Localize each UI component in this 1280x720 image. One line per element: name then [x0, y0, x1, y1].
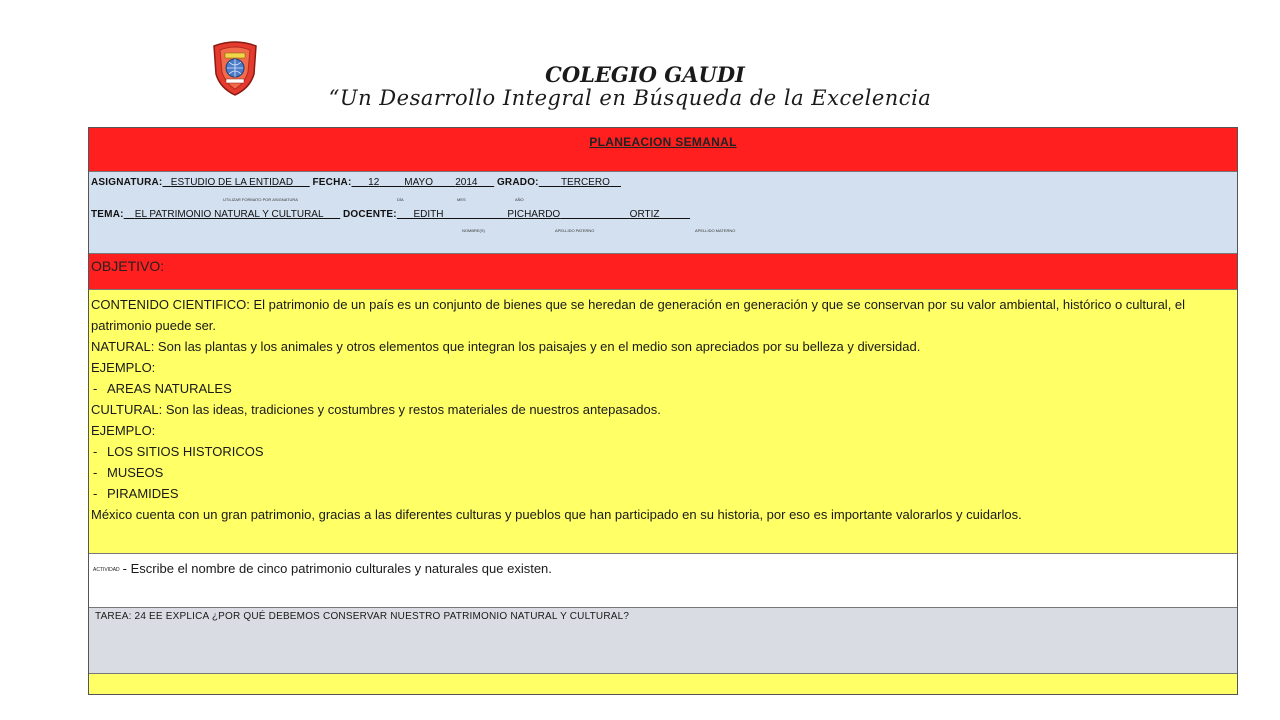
content-paragraph: México cuenta con un gran patrimonio, gracias a las diferentes culturas y pueblos que han participado en su historia, por eso es importante valorarlos y cuidarlos.: [91, 507, 1022, 522]
theme-teacher-line: [91, 209, 690, 220]
actividad-label: ACTIVIDAD: [93, 566, 120, 573]
subject-date-line: [91, 177, 621, 188]
footer-row: [89, 674, 1237, 694]
plan-title-row: [89, 128, 1237, 172]
tema-value: EL PATRIMONIO NATURAL Y CULTURAL: [134, 209, 324, 220]
docente-label: DOCENTE:: [343, 209, 397, 220]
hint-dia: DÍA: [397, 197, 404, 202]
hint-ano: AÑO: [515, 197, 524, 202]
list-item: - MUSEOS: [93, 465, 164, 480]
plan-title: PLANEACION SEMANAL: [589, 135, 737, 149]
list-item: - LOS SITIOS HISTORICOS: [93, 444, 264, 459]
content-paragraph: CULTURAL: Son las ideas, tradiciones y costumbres y restos materiales de nuestros antepasados.: [91, 402, 661, 417]
tema-label: TEMA:: [91, 209, 124, 220]
school-name: COLEGIO GAUDI: [545, 62, 745, 87]
content-paragraph: EJEMPLO:: [91, 360, 156, 375]
objetivo-label: OBJETIVO:: [91, 258, 165, 274]
asignatura-value: ESTUDIO DE LA ENTIDAD: [170, 177, 294, 188]
objective-row: [89, 254, 1237, 290]
asignatura-label: ASIGNATURA:: [91, 177, 163, 188]
content-paragraph: NATURAL: Son las plantas y los animales y otros elementos que integran los paisajes y en el medio son apreciados por su belleza y diversidad.: [91, 339, 921, 354]
homework-row: [89, 608, 1237, 674]
activity-row: [89, 554, 1237, 608]
fecha-label: FECHA:: [312, 177, 352, 188]
grado-value: TERCERO: [560, 177, 610, 188]
school-motto: “Un Desarrollo Integral en Búsqueda de la Excelencia: [328, 86, 932, 110]
list-item: - AREAS NATURALES: [93, 381, 232, 396]
activity-text: ACTIVIDAD - Escribe el nombre de cinco patrimonio culturales y naturales que existen.: [93, 561, 552, 576]
content-paragraph: CONTENIDO CIENTIFICO: El patrimonio de un país es un conjunto de bienes que se heredan de generación en generación y que se conservan por su valor ambiental, histórico o cultural, el patrimonio puede ser.: [91, 297, 1186, 333]
weekly-plan-sheet: [88, 127, 1238, 695]
docente-value: EDITH PICHARDO ORTIZ: [413, 209, 660, 220]
hint-mes: MES: [457, 197, 466, 202]
hint-asignatura: UTILIZAR FORMATO POR ASIGNATURA: [223, 197, 298, 202]
hint-paterno: APELLIDO PATERNO: [555, 228, 595, 233]
hint-materno: APELLIDO MATERNO: [695, 228, 736, 233]
content-row: [89, 290, 1237, 554]
list-item: - PIRAMIDES: [93, 486, 179, 501]
grado-label: GRADO:: [496, 177, 539, 188]
hint-nombres: NOMBRE(S): [462, 228, 485, 233]
fecha-value: 12 MAYO 2014: [368, 177, 478, 188]
plan-info-row: [89, 172, 1237, 254]
homework-text: TAREA: 24 EE EXPLICA ¿POR QUÉ DEBEMOS CONSERVAR NUESTRO PATRIMONIO NATURAL Y CULTURAL?: [95, 611, 630, 622]
content-paragraph: EJEMPLO:: [91, 423, 156, 438]
